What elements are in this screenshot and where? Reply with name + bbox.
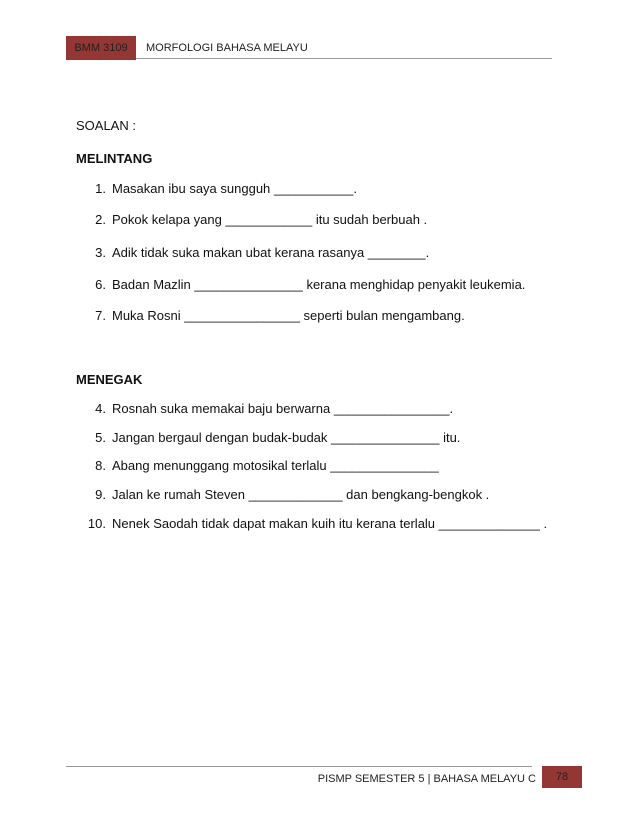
list-item xyxy=(76,277,525,292)
item-number: 10. xyxy=(87,516,106,531)
item-text: Adik tidak suka makan ubat kerana rasanya ________. xyxy=(112,245,430,260)
list-item xyxy=(76,308,465,323)
item-number: 7. xyxy=(95,308,106,323)
footer-rule xyxy=(66,766,532,767)
page-header xyxy=(66,36,552,60)
list-item xyxy=(76,458,439,473)
soalan-label: SOALAN : xyxy=(76,118,136,133)
item-number: 3. xyxy=(95,245,106,260)
list-item xyxy=(76,401,453,416)
course-code-badge: BMM 3109 xyxy=(66,36,136,60)
item-number: 4. xyxy=(95,401,106,416)
item-text: Rosnah suka memakai baju berwarna ________________. xyxy=(112,401,454,416)
list-item xyxy=(76,487,489,502)
list-item xyxy=(76,245,429,260)
list-item xyxy=(76,212,427,227)
item-number: 8. xyxy=(95,458,106,473)
item-text: Abang menunggang motosikal terlalu _______________ xyxy=(112,458,439,473)
item-text: Jangan bergaul dengan budak-budak _______________ itu. xyxy=(112,430,461,445)
item-text: Muka Rosni ________________ seperti bulan mengambang. xyxy=(112,308,465,323)
header-rule xyxy=(136,58,552,59)
list-item xyxy=(76,516,547,531)
item-number: 2. xyxy=(95,212,106,227)
item-text: Masakan ibu saya sungguh ___________. xyxy=(112,181,358,196)
menegak-heading: MENEGAK xyxy=(76,372,143,387)
item-number: 5. xyxy=(95,430,106,445)
list-item xyxy=(76,181,357,196)
footer-text: PISMP SEMESTER 5 | BAHASA MELAYU C xyxy=(317,773,536,785)
page-number-badge: 78 xyxy=(542,766,582,788)
item-number: 9. xyxy=(95,487,106,502)
item-number: 1. xyxy=(95,181,106,196)
list-item xyxy=(76,430,460,445)
item-text: Jalan ke rumah Steven _____________ dan bengkang-bengkok . xyxy=(112,487,490,502)
item-text: Pokok kelapa yang ____________ itu sudah berbuah . xyxy=(112,212,428,227)
item-text: Nenek Saodah tidak dapat makan kuih itu kerana terlalu ______________ . xyxy=(112,516,548,531)
item-number: 6. xyxy=(95,277,106,292)
melintang-heading: MELINTANG xyxy=(76,151,153,166)
course-title: MORFOLOGI BAHASA MELAYU xyxy=(146,42,308,54)
item-text: Badan Mazlin _______________ kerana menghidap penyakit leukemia. xyxy=(112,277,526,292)
